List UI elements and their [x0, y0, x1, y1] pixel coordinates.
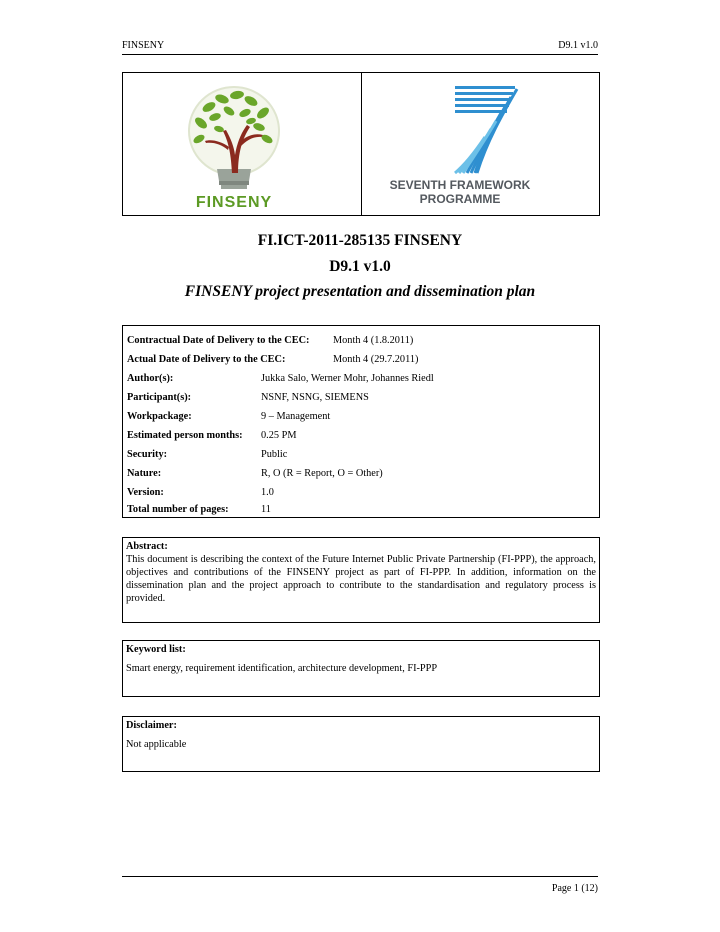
disclaimer-box [122, 716, 600, 772]
info-value: NSNF, NSNG, SIEMENS [261, 392, 369, 403]
svg-text:PROGRAMME: PROGRAMME [419, 192, 501, 206]
svg-text:SEVENTH FRAMEWORK: SEVENTH FRAMEWORK [389, 178, 531, 192]
info-label: Participant(s): [127, 392, 192, 403]
info-value: 9 – Management [261, 411, 331, 422]
header-rule [122, 54, 598, 55]
info-value: Jukka Salo, Werner Mohr, Johannes Riedl [261, 373, 434, 384]
info-label: Author(s): [127, 373, 174, 384]
info-label: Estimated person months: [127, 430, 243, 441]
info-value: R, O (R = Report, O = Other) [261, 468, 383, 479]
info-value: 0.25 PM [261, 430, 297, 441]
info-value: 11 [261, 504, 271, 515]
keyword-text: Smart energy, requirement identification, architecture development, FI-PPP [126, 663, 438, 674]
header-doc-id: D9.1 v1.0 [558, 40, 598, 51]
project-id: FI.ICT-2011-285135 FINSENY [257, 232, 463, 249]
header-project: FINSENY [122, 40, 165, 51]
info-table [122, 325, 600, 518]
abstract-box [122, 537, 600, 623]
info-label: Actual Date of Delivery to the CEC: [127, 354, 286, 365]
info-value: 1.0 [261, 487, 274, 498]
info-label: Nature: [127, 468, 162, 479]
deliverable-id: D9.1 v1.0 [329, 258, 391, 275]
abstract-text: This document is describing the context of the Future Internet Public Private Partnership (FI-PPP), the approach, objectives and contributions of the FINSENY project as part of FI-PPP. In addition, information on the dissemination plan and the project approach to contribute to the standardisation and regulatory process is provided. [126, 554, 596, 604]
document-title: FINSENY project presentation and dissemination plan [184, 283, 536, 300]
page-number: Page 1 (12) [551, 883, 598, 894]
disclaimer-text: Not applicable [126, 739, 187, 750]
keyword-heading: Keyword list: [126, 644, 186, 655]
info-value: Public [261, 449, 288, 460]
finseny-logo [179, 81, 289, 209]
info-value: Month 4 (1.8.2011) [333, 335, 414, 346]
info-value: Month 4 (29.7.2011) [333, 354, 419, 365]
info-label: Total number of pages: [127, 504, 229, 515]
logo-box [122, 72, 600, 216]
info-label: Security: [127, 449, 168, 460]
footer-rule [122, 876, 598, 877]
info-label: Version: [127, 487, 164, 498]
info-label: Workpackage: [127, 411, 192, 422]
fp7-logo [385, 83, 535, 211]
abstract-heading: Abstract: [126, 541, 168, 552]
info-label: Contractual Date of Delivery to the CEC: [127, 335, 310, 346]
keyword-box [122, 640, 600, 697]
svg-text:FINSENY: FINSENY [195, 194, 273, 209]
logo-divider [361, 73, 362, 215]
disclaimer-heading: Disclaimer: [126, 720, 177, 731]
